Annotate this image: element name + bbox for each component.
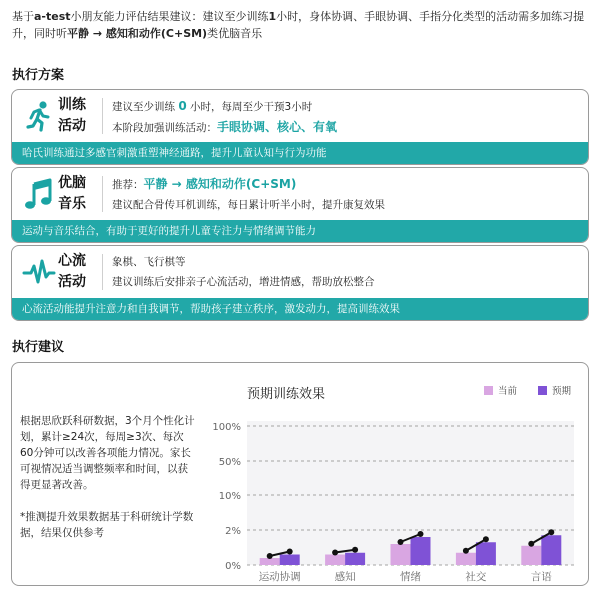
card-music [11, 167, 589, 243]
x-tick-label: 感知 [334, 571, 356, 583]
section-title-plan: 执行方案 [12, 68, 65, 83]
divider [102, 254, 103, 290]
card-title: 心流活动 [58, 253, 86, 290]
chart-title: 预期训练效果 [247, 387, 326, 402]
x-tick-label: 运动协调 [258, 571, 301, 583]
child-name: a-test [34, 10, 71, 23]
intro-text: 小时，身体协调、手眼协调、手指分化类型的活动需多加练习提升，同时听 [12, 10, 585, 40]
y-tick-label: 0% [225, 561, 241, 572]
bar-预期 [345, 553, 365, 565]
bar-当前 [260, 558, 280, 565]
x-tick-label: 言语 [530, 571, 552, 583]
divider [102, 98, 103, 134]
card-line: 象棋、飞行棋等 [112, 256, 186, 268]
point-current [267, 553, 273, 559]
running-icon [22, 99, 56, 133]
heartbeat-icon [22, 255, 56, 289]
legend-label: 预期 [552, 386, 572, 397]
bar-当前 [521, 546, 541, 565]
bar-预期 [280, 555, 300, 566]
divider [102, 176, 103, 212]
bar-预期 [541, 535, 561, 565]
bar-当前 [391, 544, 411, 565]
x-tick-label: 社交 [465, 571, 487, 583]
card-line: 建议配合骨传耳机训练，每日累计听半小时，提升康复效果 [112, 199, 385, 211]
advice-paragraph: 根据思欣跃科研数据，3个月个性化计划，累计≥24次，每周≥3次、每次60分钟可以改善各项能力情况。家长可视情况适当调整频率和时间，以获得更显著改善。 [20, 415, 195, 491]
card-footer: 运动与音乐结合，有助于更好的提升儿童专注力与情绪调节能力 [12, 220, 588, 242]
advice-text [20, 413, 195, 557]
bar-预期 [476, 542, 496, 565]
point-expected [418, 531, 424, 537]
point-current [398, 539, 404, 545]
music-note-icon [22, 177, 56, 211]
card-title: 优脑音乐 [58, 175, 86, 212]
card-line: 推荐：平静 → 感知和动作(C+SM) [112, 177, 297, 191]
legend-swatch [538, 386, 547, 395]
music-recommendation: 平静 → 感知和动作(C+SM) [67, 27, 208, 40]
point-expected [483, 536, 489, 542]
x-tick-label: 情绪 [400, 571, 421, 583]
y-tick-label: 10% [218, 491, 241, 502]
card-line: 本阶段加强训练活动：手眼协调、核心、有氧 [112, 120, 338, 134]
advice-panel [11, 362, 589, 586]
legend-swatch [484, 386, 493, 395]
intro-paragraph [12, 8, 592, 42]
intro-text: 类优脑音乐 [207, 27, 263, 40]
section-title-advice: 执行建议 [12, 340, 65, 355]
bar-当前 [456, 553, 476, 565]
y-tick-label: 100% [212, 422, 241, 433]
bar-当前 [325, 555, 345, 566]
card-flow [11, 245, 589, 321]
intro-text: 小朋友能力评估结果建议：建议至少训练 [70, 10, 269, 23]
y-tick-label: 50% [218, 457, 241, 468]
point-expected [287, 549, 293, 555]
legend-label: 当前 [498, 386, 518, 397]
point-expected [352, 547, 358, 553]
card-training [11, 89, 589, 165]
training-hours-value: 0 [178, 99, 187, 113]
hours-value: 1 [268, 10, 277, 23]
point-current [528, 541, 534, 547]
card-footer: 哈氏训练通过多感官刺激重塑神经通路，提升儿童认知与行为功能 [12, 142, 588, 164]
point-expected [548, 529, 554, 535]
card-title: 训练活动 [58, 97, 86, 134]
intro-text: 基于 [12, 10, 34, 23]
card-line: 建议至少训练 0 小时，每周至少干预3小时 [112, 99, 313, 113]
disclaimer: *推测提升效果数据基于科研统计学数据，结果仅供参考 [20, 511, 194, 539]
card-footer: 心流活动能提升注意力和自我调节，帮助孩子建立秩序，激发动力，提高训练效果 [12, 298, 588, 320]
bar-预期 [411, 537, 431, 565]
expected-effect-chart [202, 373, 582, 583]
point-current [463, 548, 469, 554]
point-current [332, 550, 338, 556]
highlight-activities: 手眼协调、核心、有氧 [217, 120, 338, 134]
y-tick-label: 2% [225, 526, 241, 537]
highlight-music: 平静 → 感知和动作(C+SM) [143, 177, 297, 191]
card-line: 建议训练后安排亲子心流活动，增进情感，帮助放松整合 [112, 276, 375, 288]
